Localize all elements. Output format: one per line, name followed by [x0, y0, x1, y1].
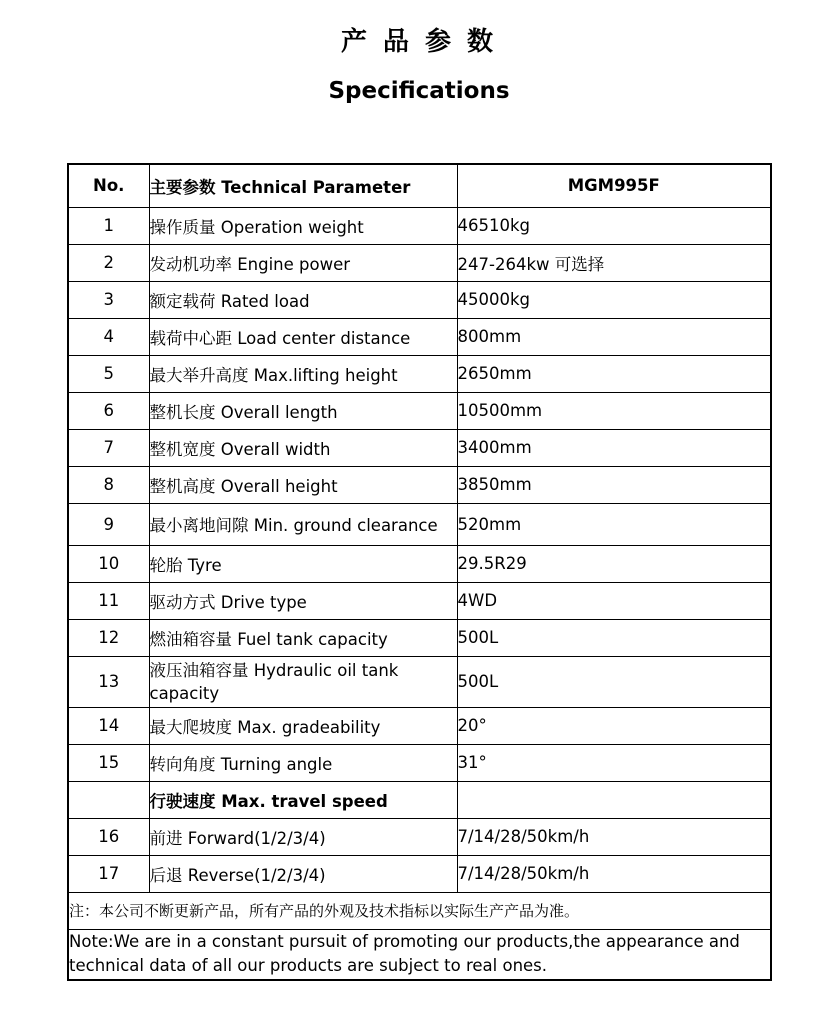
row-no: 15: [68, 744, 149, 781]
row-value: 500L: [457, 656, 771, 707]
row-param: 发动机功率 Engine power: [149, 244, 457, 281]
row-value: 10500mm: [457, 392, 771, 429]
row-param: 载荷中心距 Load center distance: [149, 318, 457, 355]
section-value: [457, 781, 771, 818]
section-param: 行驶速度 Max. travel speed: [149, 781, 457, 818]
table-row: [68, 545, 771, 582]
page-title-en: Specifications: [328, 78, 510, 104]
row-no: 5: [68, 355, 149, 392]
table-row: [68, 281, 771, 318]
table-row: [68, 392, 771, 429]
table-row: [68, 707, 771, 744]
table-row: [68, 818, 771, 855]
table-row: [68, 355, 771, 392]
row-no: 13: [68, 656, 149, 707]
row-no: 14: [68, 707, 149, 744]
row-value: 46510kg: [457, 207, 771, 244]
row-value: 800mm: [457, 318, 771, 355]
row-no: 16: [68, 818, 149, 855]
spec-table: [67, 163, 772, 981]
table-row: [68, 619, 771, 656]
row-param: 液压油箱容量 Hydraulic oil tank capacity: [149, 656, 457, 707]
note-en: Note:We are in a constant pursuit of promoting our products,the appearance and technical data of all our products are subject to real ones.: [68, 929, 771, 980]
row-value: 500L: [457, 619, 771, 656]
row-value: 31°: [457, 744, 771, 781]
row-value: 4WD: [457, 582, 771, 619]
header-param: 主要参数 Technical Parameter: [149, 164, 457, 207]
table-header-row: [68, 164, 771, 207]
table-row: [68, 503, 771, 545]
row-no: 4: [68, 318, 149, 355]
row-value: 29.5R29: [457, 545, 771, 582]
row-param: 操作质量 Operation weight: [149, 207, 457, 244]
row-param: 最大举升高度 Max.lifting height: [149, 355, 457, 392]
row-no: 8: [68, 466, 149, 503]
row-value: 7/14/28/50km/h: [457, 818, 771, 855]
row-value: 520mm: [457, 503, 771, 545]
section-row-travel-speed: [68, 781, 771, 818]
table-row: [68, 582, 771, 619]
row-param: 整机宽度 Overall width: [149, 429, 457, 466]
row-param: 整机长度 Overall length: [149, 392, 457, 429]
table-row: [68, 318, 771, 355]
row-param: 额定载荷 Rated load: [149, 281, 457, 318]
row-param: 燃油箱容量 Fuel tank capacity: [149, 619, 457, 656]
row-value: 3850mm: [457, 466, 771, 503]
row-no: 2: [68, 244, 149, 281]
table-row: [68, 207, 771, 244]
row-param: 前进 Forward(1/2/3/4): [149, 818, 457, 855]
table-row: [68, 244, 771, 281]
row-value: 2650mm: [457, 355, 771, 392]
row-no: 9: [68, 503, 149, 545]
row-param: 后退 Reverse(1/2/3/4): [149, 855, 457, 892]
row-value: 247-264kw 可选择: [457, 244, 771, 281]
page-title-cn: 产品参数: [340, 27, 509, 57]
row-param: 驱动方式 Drive type: [149, 582, 457, 619]
note-cn: 注：本公司不断更新产品，所有产品的外观及技术指标以实际生产产品为准。: [68, 892, 771, 929]
row-no: 1: [68, 207, 149, 244]
row-param: 轮胎 Tyre: [149, 545, 457, 582]
row-value: 7/14/28/50km/h: [457, 855, 771, 892]
row-no: 12: [68, 619, 149, 656]
note-row-cn: [68, 892, 771, 929]
row-param: 整机高度 Overall height: [149, 466, 457, 503]
header-no: No.: [68, 164, 149, 207]
section-no: [68, 781, 149, 818]
row-param: 转向角度 Turning angle: [149, 744, 457, 781]
row-no: 17: [68, 855, 149, 892]
table-row: [68, 855, 771, 892]
row-param: 最小离地间隙 Min. ground clearance: [149, 503, 457, 545]
row-no: 10: [68, 545, 149, 582]
row-value: 3400mm: [457, 429, 771, 466]
row-no: 11: [68, 582, 149, 619]
row-value: 45000kg: [457, 281, 771, 318]
row-no: 6: [68, 392, 149, 429]
table-row: [68, 466, 771, 503]
table-row: [68, 744, 771, 781]
row-param: 最大爬坡度 Max. gradeability: [149, 707, 457, 744]
table-row: [68, 656, 771, 707]
note-row-en: [68, 929, 771, 980]
header-model: MGM995F: [457, 164, 771, 207]
row-value: 20°: [457, 707, 771, 744]
row-no: 7: [68, 429, 149, 466]
row-no: 3: [68, 281, 149, 318]
table-row: [68, 429, 771, 466]
